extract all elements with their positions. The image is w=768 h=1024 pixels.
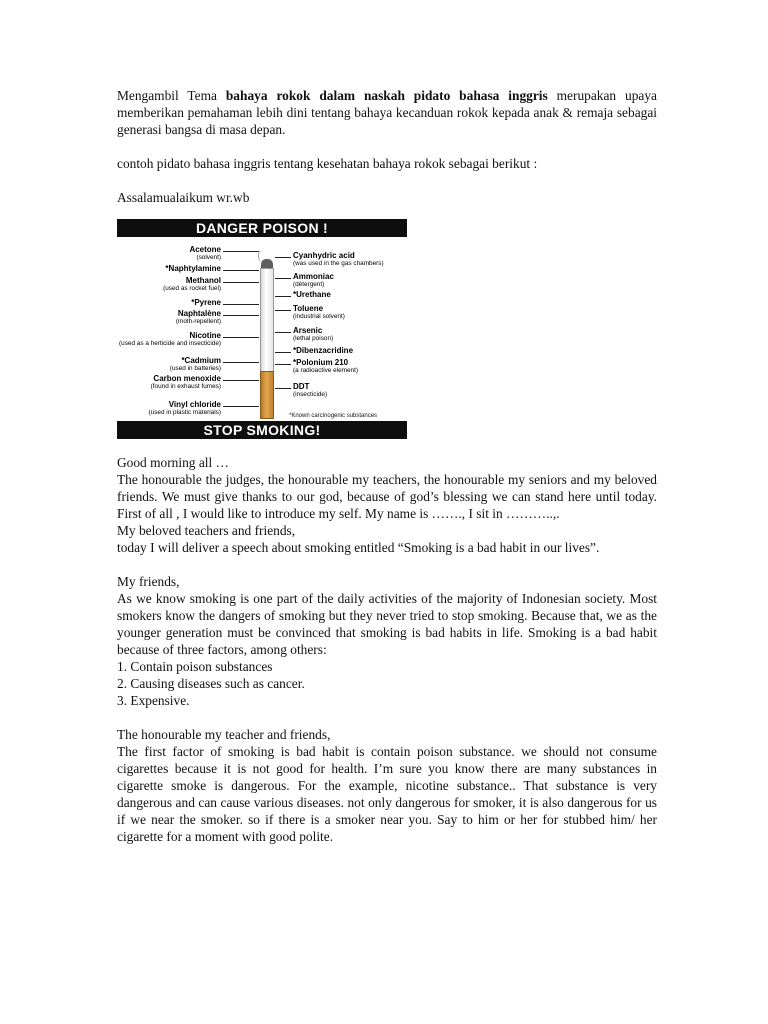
- cigarette-icon: [260, 259, 274, 419]
- greeting: Assalamualaikum wr.wb: [117, 190, 250, 205]
- pointer-line: [223, 380, 259, 381]
- substance-name: *Polonium 210: [293, 358, 349, 367]
- speech-address-line: My beloved teachers and friends,: [117, 523, 296, 538]
- substance-use-note: (détergent): [293, 281, 325, 289]
- substance-use-note: (a radioactive element): [293, 367, 359, 375]
- right-substance-label: [293, 347, 353, 355]
- substance-name: Arsenic: [293, 326, 323, 335]
- pointer-line: [275, 352, 291, 353]
- substance-name: Acetone: [189, 245, 221, 254]
- speech-topic-line: today I will deliver a speech about smoking entitled “Smoking is a bad habit in our lives”.: [117, 540, 600, 555]
- substance-use-note: (used in batteries): [169, 365, 221, 373]
- substance-use-note: (insecticide): [293, 391, 328, 399]
- left-substance-label: [165, 265, 221, 273]
- substance-use-note: (was used in the gas chambers): [293, 260, 384, 268]
- substance-name: Ammoniac: [293, 272, 334, 281]
- pointer-line: [275, 388, 291, 389]
- friends-salutation: My friends,: [117, 574, 180, 589]
- substance-use-note: (used as rocket fuel): [163, 285, 221, 293]
- intro-bold-topic: bahaya rokok dalam naskah pidato bahasa inggris: [225, 88, 548, 103]
- pointer-line: [275, 332, 291, 333]
- substance-use-note: (used in plastic materials): [148, 409, 221, 417]
- substance-name: Vinyl chloride: [168, 400, 221, 409]
- right-substance-label: [293, 273, 334, 288]
- pointer-line: [275, 310, 291, 311]
- substance-use-note: (solvent): [196, 254, 221, 262]
- pointer-line: [275, 296, 291, 297]
- substance-name: Toluene: [293, 304, 324, 313]
- substance-use-note: (lethal poison): [293, 335, 334, 343]
- right-substance-label: [293, 383, 327, 398]
- left-substance-label: [189, 246, 221, 261]
- intro-example-line: contoh pidato bahasa inggris tentang kesehatan bahaya rokok sebagai berikut :: [117, 156, 538, 171]
- substance-name: *Pyrene: [191, 298, 221, 307]
- intro-paragraph: [117, 87, 657, 138]
- factor-item: 2. Causing diseases such as cancer.: [117, 676, 305, 691]
- substance-name: *Urethane: [293, 290, 331, 299]
- substance-name: Nicotine: [189, 331, 221, 340]
- left-substance-label: [119, 332, 221, 347]
- carcinogen-footnote: *Known carcinogenic substances: [289, 413, 378, 419]
- left-substance-label: [191, 299, 221, 307]
- right-substance-label: [293, 291, 331, 299]
- pointer-line: [223, 282, 259, 283]
- left-substance-label: [176, 310, 221, 325]
- substance-use-note: (found in exhaust fumes): [150, 383, 221, 391]
- substance-name: Methanol: [185, 276, 221, 285]
- smoking-habit-paragraph: As we know smoking is one part of the daily activities of the majority of Indonesian society. Most smokers know the dangers of smoking but they never tried to stop smoking. Because that, we as the younger generation must be convinced that smoking is bad habits in life. Smoking is a bad habit because of three factors, among others:: [117, 591, 657, 657]
- substance-name: *Naphtylamine: [165, 264, 221, 273]
- pointer-line: [223, 362, 259, 363]
- document-page: [117, 87, 657, 845]
- pointer-line: [223, 270, 259, 271]
- stop-smoking-banner: STOP SMOKING!: [117, 421, 407, 439]
- pointer-line: [223, 315, 259, 316]
- substance-name: DDT: [293, 382, 310, 391]
- danger-poison-banner: DANGER POISON !: [117, 219, 407, 237]
- pointer-line: [275, 278, 291, 279]
- right-substance-label: [293, 252, 384, 267]
- left-substance-label: [170, 357, 221, 372]
- substance-name: *Cadmium: [181, 356, 221, 365]
- substance-name: *Dibenzacridine: [293, 346, 354, 355]
- left-substance-label: [151, 375, 221, 390]
- danger-poison-infographic: [117, 219, 407, 439]
- pointer-line: [223, 337, 259, 338]
- right-substance-label: [293, 305, 345, 320]
- intro-text-end: merupakan upaya memberikan pemahaman lebih dini tentang bahaya kecanduan rokok kepada anak & remaja sebagai generasi bangsa di masa depan.: [117, 88, 657, 137]
- substance-name: Carbon menoxide: [153, 374, 221, 383]
- intro-text-start: Mengambil Tema: [117, 88, 226, 103]
- poison-substance-paragraph: The first factor of smoking is bad habit is contain poison substance. we should not consume cigarettes because it is not good for health. I’m sure you know there are many substances in cigarette smoke is dangerous. For the example, nicotine substance.. That substance is very dangerous and can cause various diseases. not only dangerous for smoker, it is also dangerous for us if we near the smoker. so if there is a smoker near you. Say to him or her for stubbed him/ her cigarette for a moment with good polite.: [117, 744, 657, 844]
- substance-use-note: (industrial solvent): [293, 313, 345, 321]
- factor-item: 3. Expensive.: [117, 693, 190, 708]
- substance-use-note: (used as a herticide and insecticide): [119, 340, 221, 348]
- left-substance-label: [149, 401, 221, 416]
- substance-name: Naphtalène: [177, 309, 221, 318]
- speech-opening-greeting: Good morning all …: [117, 455, 229, 470]
- pointer-line: [275, 364, 291, 365]
- substance-use-note: (moth-repellent): [175, 318, 221, 326]
- speech-opening-paragraph: The honourable the judges, the honourable my teachers, the honourable my seniors and my beloved friends. We must give thanks to our god, because of god’s blessing we can stand here until today. First of all , I would like to introduce my self. My name is ……., I sit in ………..,.: [117, 472, 657, 521]
- substance-name: Cyanhydric acid: [293, 251, 355, 260]
- right-substance-label: [293, 327, 333, 342]
- factor-item: 1. Contain poison substances: [117, 659, 273, 674]
- teacher-salutation: The honourable my teacher and friends,: [117, 727, 331, 742]
- left-substance-label: [163, 277, 221, 292]
- pointer-line: [223, 406, 259, 407]
- pointer-line: [223, 251, 259, 252]
- pointer-line: [223, 304, 259, 305]
- pointer-line: [275, 257, 291, 258]
- right-substance-label: [293, 359, 358, 374]
